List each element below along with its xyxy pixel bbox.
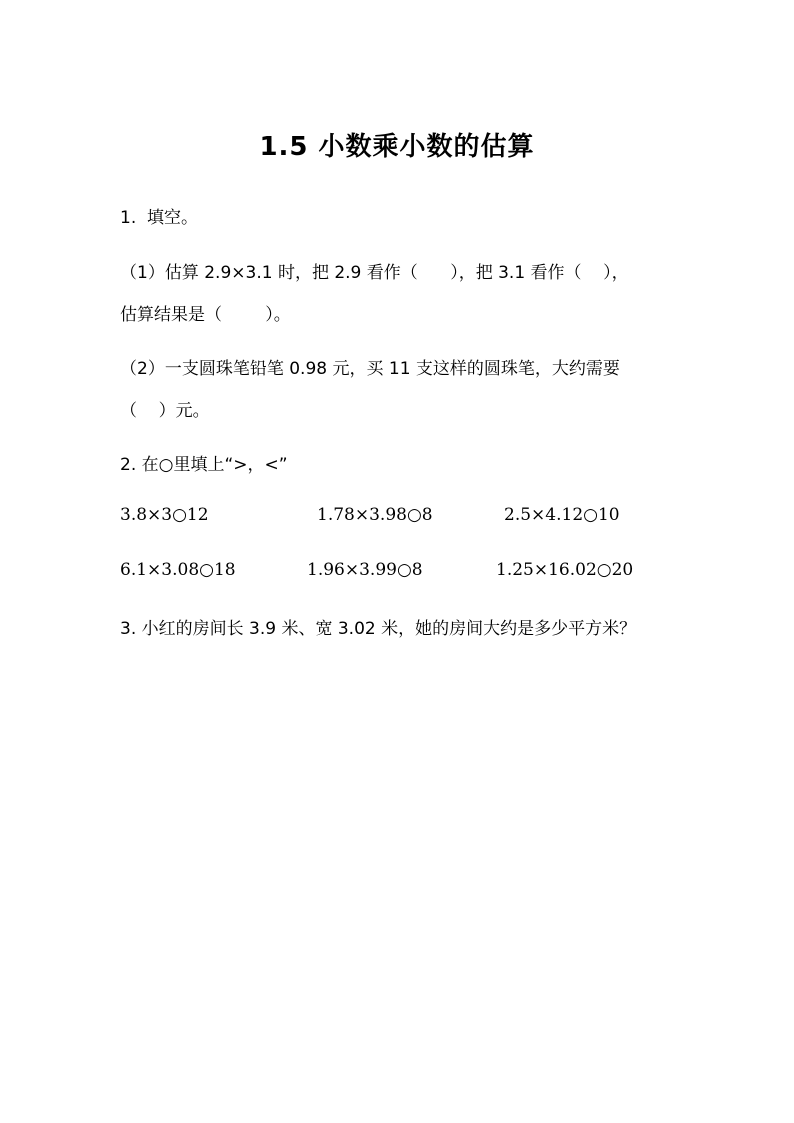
question-3-text: 3. 小红的房间长 3.9 米、宽 3.02 米，她的房间大约是多少平方米？ bbox=[120, 619, 637, 639]
question-1-part-2-line-2: （ ）元。 bbox=[120, 401, 210, 421]
comparison-row-2 bbox=[120, 560, 720, 586]
question-1-part-1-line-2: 估算结果是（ ）。 bbox=[120, 305, 291, 325]
comparison-item: 2.5×4.12○10 bbox=[504, 505, 620, 525]
comparison-item: 1.78×3.98○8 bbox=[317, 505, 433, 525]
comparison-item: 3.8×3○12 bbox=[120, 505, 209, 525]
comparison-item: 6.1×3.08○18 bbox=[120, 560, 236, 580]
question-1-part-2-line-1: （2）一支圆珠笔铅笔 0.98 元，买 11 支这样的圆珠笔，大约需要 bbox=[120, 359, 620, 379]
question-1-heading: 1. 填空。 bbox=[120, 208, 199, 228]
comparison-item: 1.96×3.99○8 bbox=[307, 560, 423, 580]
question-1-part-1-line-1: （1）估算 2.9×3.1 时，把 2.9 看作（ ），把 3.1 看作（ ）， bbox=[120, 263, 629, 283]
question-2-heading: 2. 在○里填上“>，<” bbox=[120, 455, 288, 475]
comparison-item: 1.25×16.02○20 bbox=[496, 560, 634, 580]
page-title: 1.5 小数乘小数的估算 bbox=[259, 132, 535, 162]
comparison-row-1 bbox=[120, 505, 720, 531]
